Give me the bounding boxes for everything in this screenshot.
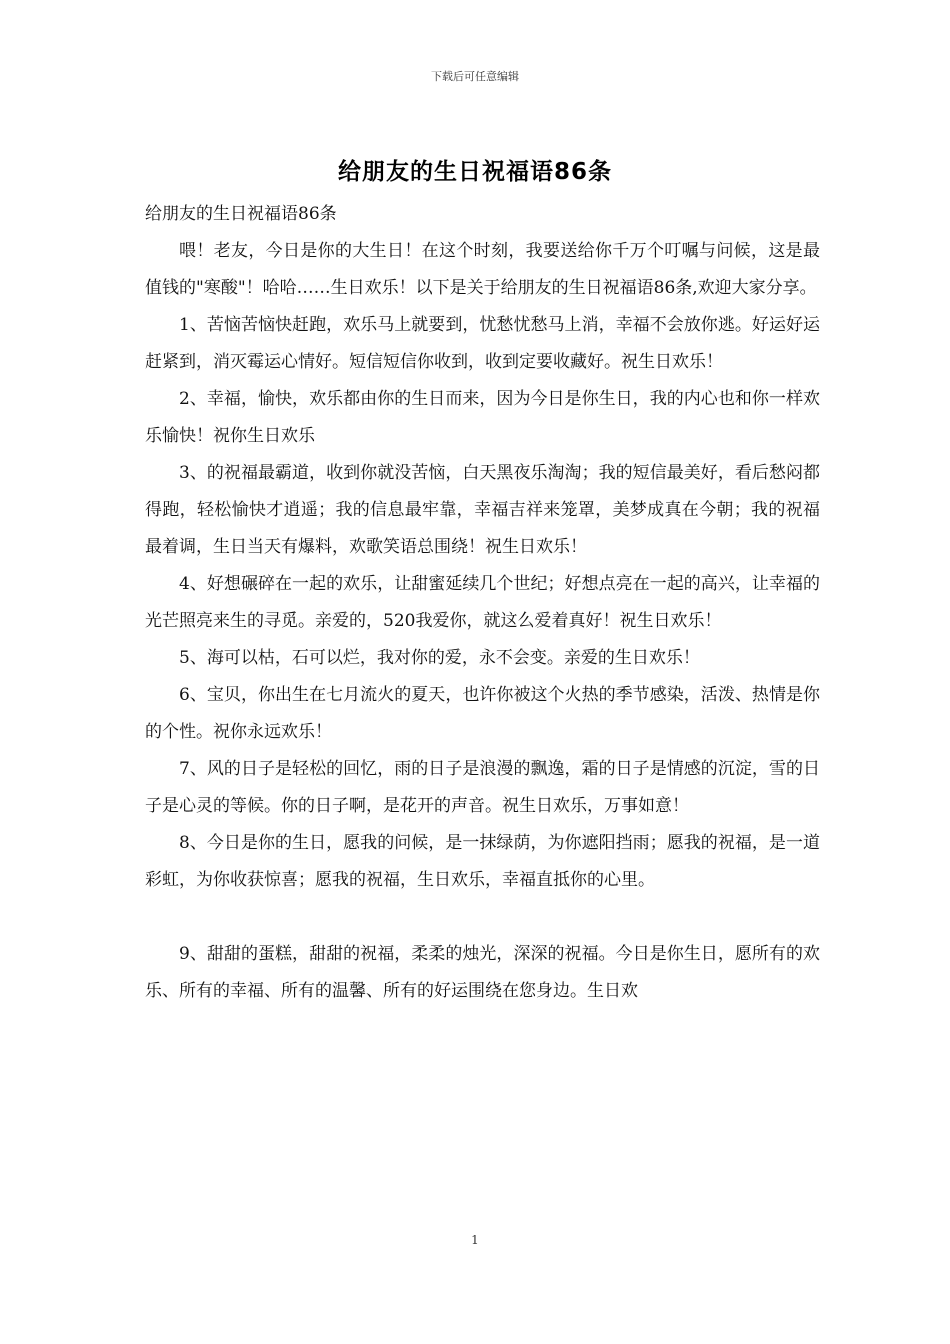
- wish-paragraph-1: 1、苦恼苦恼快赶跑，欢乐马上就要到，忧愁忧愁马上消，幸福不会放你逃。好运好运赶紧到，消灭霉运心情好。短信短信你收到，收到定要收藏好。祝生日欢乐！: [145, 315, 820, 372]
- wish-paragraph-6: 6、宝贝，你出生在七月流火的夏天，也许你被这个火热的季节感染，活泼、热情是你的个性。祝你永远欢乐！: [145, 685, 820, 742]
- intro-paragraph: 喂！老友，今日是你的大生日！在这个时刻，我要送给你千万个叮嘱与问候，这是最值钱的"寒酸"！哈哈……生日欢乐！以下是关于给朋友的生日祝福语86条,欢迎大家分享。: [145, 241, 820, 298]
- blank-line: [145, 899, 820, 936]
- page-number: 1: [471, 1233, 479, 1247]
- wish-paragraph-5: 5、海可以枯，石可以烂，我对你的爱，永不会变。亲爱的生日欢乐！: [179, 648, 700, 668]
- wish-paragraph-8: 8、今日是你的生日，愿我的问候，是一抹绿荫，为你遮阳挡雨；愿我的祝福，是一道彩虹，为你收获惊喜；愿我的祝福，生日欢乐，幸福直抵你的心里。: [145, 833, 820, 890]
- wish-paragraph-4: 4、好想碾碎在一起的欢乐，让甜蜜延续几个世纪；好想点亮在一起的高兴，让幸福的光芒照亮来生的寻觅。亲爱的，520我爱你，就这么爱着真好！祝生日欢乐！: [145, 574, 820, 631]
- wish-paragraph-9: 9、甜甜的蛋糕，甜甜的祝福，柔柔的烛光，深深的祝福。今日是你生日，愿所有的欢乐、所有的幸福、所有的温馨、所有的好运围绕在您身边。生日欢: [145, 944, 820, 1001]
- wish-paragraph-2: 2、幸福，愉快，欢乐都由你的生日而来，因为今日是你生日，我的内心也和你一样欢乐愉快！祝你生日欢乐: [145, 389, 820, 446]
- document-subtitle: 给朋友的生日祝福语86条: [145, 204, 337, 224]
- document-body: [145, 196, 820, 1010]
- document-title: 给朋友的生日祝福语86条: [337, 159, 612, 185]
- header-note: 下载后可任意编辑: [431, 70, 519, 83]
- wish-paragraph-3: 3、的祝福最霸道，收到你就没苦恼，白天黑夜乐淘淘；我的短信最美好，看后愁闷都得跑，轻松愉快才逍遥；我的信息最牢靠，幸福吉祥来笼罩，美梦成真在今朝；我的祝福最着调，生日当天有爆料，欢歌笑语总围绕！祝生日欢乐！: [145, 463, 820, 557]
- wish-paragraph-7: 7、风的日子是轻松的回忆，雨的日子是浪漫的飘逸，霜的日子是情感的沉淀，雪的日子是心灵的等候。你的日子啊，是花开的声音。祝生日欢乐，万事如意！: [145, 759, 820, 816]
